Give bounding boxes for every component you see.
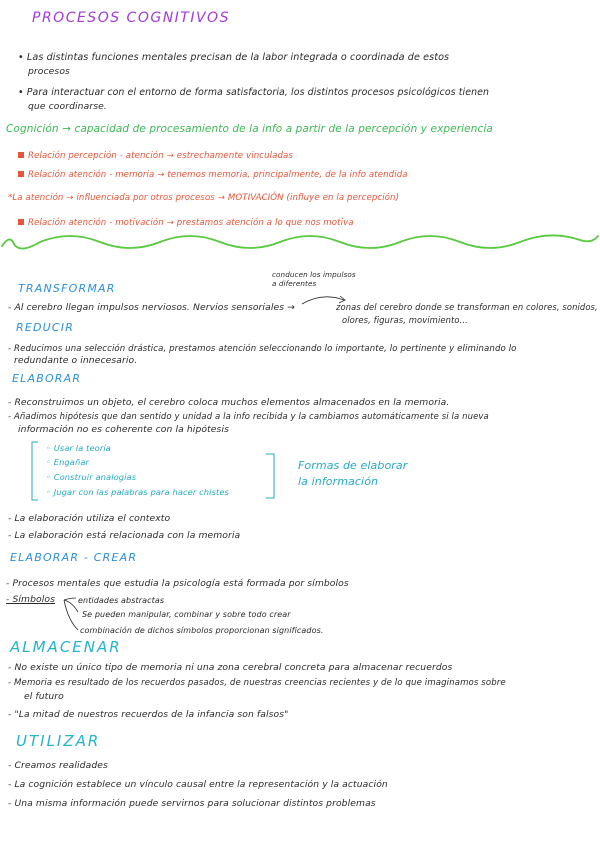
reducir-text-1: Reducimos una selección drástica, prestamos atención seleccionando lo importante, lo pertinente y eliminando lo [14, 344, 517, 354]
simbolos-branch-2: Se pueden manipular, combinar y sobre todo crear [82, 610, 291, 619]
cognicion-definition [6, 123, 493, 135]
bracket-label-2: la información [298, 475, 379, 488]
intro-1-line-1: Las distintas funciones mentales precisan de la labor integrada o coordinada de estos [26, 52, 450, 63]
elaborar-after-1 [8, 513, 170, 524]
circle-bullet-icon: ◦ [46, 487, 54, 497]
intro-2-line-2: que coordinarse. [28, 101, 107, 112]
dash: - [8, 662, 15, 673]
almacenar-text-1: No existe un único tipo de memoria ni una zona cerebral concreta para almacenar recuerdos [14, 662, 453, 673]
utilizar-line-3 [8, 798, 376, 809]
dash: - [8, 397, 15, 408]
relation-2-text: Relación atención - memoria → tenemos memoria, principalmente, de la info atendida [28, 170, 408, 180]
almacenar-text-2: Memoria es resultado de los recuerdos pasados, de nuestras creencias recientes y de lo que imaginamos sobre [14, 678, 506, 688]
relation-1-text: Relación percepción - atención → estrechamente vinculadas [28, 151, 293, 161]
transformar-annotation-top: conducen los impulsos [272, 270, 356, 279]
elaborar-text-1: Reconstruimos un objeto, el cerebro coloca muchos elementos almacenados en la memoria. [14, 397, 450, 408]
heading-transformar: TRANSFORMAR [18, 282, 116, 295]
transformar-line [8, 302, 295, 313]
heading-utilizar: UTILIZAR [16, 732, 101, 750]
bracket-item-1 [46, 443, 111, 453]
bracket-label-1: Formas de elaborar [298, 459, 408, 472]
dash: - [8, 530, 15, 541]
almacenar-line-1 [8, 662, 452, 673]
dash: - [8, 760, 15, 771]
relation-3 [8, 193, 399, 203]
square-bullet-icon [18, 219, 24, 225]
intro-1-line-2: procesos [28, 66, 70, 77]
elaborar-text-2: Añadimos hipótesis que dan sentido y unidad a la info recibida y la cambiamos automáticamente si la nueva [13, 412, 489, 422]
simbolos-branch-1: entidades abstractas [78, 596, 165, 605]
dash: - [8, 513, 15, 524]
relation-4-text: Relación atención - motivación → prestamos atención a lo que nos motiva [28, 218, 354, 228]
elaborar-after-1-text: La elaboración utiliza el contexto [14, 513, 171, 524]
transformar-continuation-2: olores, figuras, movimiento... [342, 315, 468, 325]
cognicion-text: capacidad de procesamiento de la info a partir de la percepción y experiencia [74, 123, 493, 135]
dash: - [6, 594, 13, 605]
bracket-item-3 [46, 472, 136, 482]
bracket-item-2 [46, 457, 89, 467]
wavy-divider [0, 228, 600, 258]
utilizar-line-1 [8, 760, 108, 771]
elaborar-line-3: información no es coherente con la hipótesis [18, 424, 229, 435]
asterisk-icon: * [8, 193, 13, 203]
bullet-dot: • [18, 87, 27, 98]
relation-1 [18, 151, 293, 161]
dash: - [8, 779, 15, 790]
almacenar-text-4: "La mitad de nuestros recuerdos de la infancia son falsos" [14, 709, 289, 720]
utilizar-text-2: La cognición establece un vínculo causal entre la representación y la actuación [14, 779, 388, 790]
heading-elaborar: ELABORAR [12, 372, 82, 385]
intro-bullet-2 [18, 87, 489, 98]
transformar-continuation: zonas del cerebro donde se transforman en colores, sonidos, [336, 302, 598, 312]
page-title: PROCESOS COGNITIVOS [32, 10, 230, 26]
almacenar-line-2 [8, 678, 506, 688]
intro-bullet-1 [18, 52, 449, 63]
reducir-line-1 [8, 344, 517, 354]
dash: - [8, 798, 15, 809]
circle-bullet-icon: ◦ [46, 457, 54, 467]
utilizar-text-1: Creamos realidades [14, 760, 108, 771]
relation-3-text: La atención → influenciada por otros procesos → MOTIVACIÓN (influye en la percepción) [12, 193, 400, 203]
utilizar-line-2 [8, 779, 388, 790]
bullet-dot: • [18, 52, 27, 63]
simbolos-text: Símbolos [12, 594, 55, 605]
square-bullet-icon [18, 152, 24, 158]
arrow-icon: → [284, 302, 295, 313]
intro-2-line-1: Para interactuar con el entorno de forma satisfactoria, los distintos procesos psicológicos tienen [26, 87, 490, 98]
simbolos-branch-3: combinación de dichos símbolos proporcionan significados. [80, 626, 324, 635]
bracket-item-4-text: Jugar con las palabras para hacer chistes [53, 487, 229, 497]
elaborar-crear-line [6, 578, 349, 589]
heading-reducir: REDUCIR [16, 321, 75, 334]
dash: - [6, 578, 13, 589]
bracket-item-3-text: Construir analogías [53, 472, 137, 482]
bracket-item-2-text: Engañar [53, 457, 90, 467]
dash: - [8, 344, 15, 354]
bracket-item-1-text: Usar la teoría [53, 443, 111, 453]
square-bullet-icon [18, 171, 24, 177]
dash: - [8, 302, 15, 313]
elaborar-after-2 [8, 530, 240, 541]
almacenar-line-3: el futuro [24, 691, 64, 702]
reducir-line-2: redundante o innecesario. [14, 355, 138, 366]
elaborar-line-2 [8, 412, 489, 422]
heading-elaborar-crear: ELABORAR - CREAR [10, 551, 138, 564]
elaborar-line-1 [8, 397, 449, 408]
arrow-icon: → [62, 123, 75, 135]
relation-4 [18, 218, 354, 228]
heading-almacenar: ALMACENAR [10, 638, 122, 656]
utilizar-text-3: Una misma información puede servirnos para solucionar distintos problemas [14, 798, 376, 809]
dash: - [8, 678, 15, 688]
circle-bullet-icon: ◦ [46, 443, 54, 453]
transformar-annotation-bottom: a diferentes [272, 279, 317, 288]
circle-bullet-icon: ◦ [46, 472, 54, 482]
dash: - [8, 709, 15, 720]
relation-2 [18, 170, 408, 180]
elaborar-after-2-text: La elaboración está relacionada con la memoria [14, 530, 241, 541]
transformar-text: Al cerebro llegan impulsos nerviosos. Nervios sensoriales [14, 302, 285, 313]
dash: - [8, 412, 14, 422]
cognicion-term: Cognición [6, 123, 59, 135]
bracket-item-4 [46, 487, 229, 497]
simbolos-label [6, 594, 55, 605]
almacenar-line-4 [8, 709, 288, 720]
elaborar-crear-text: Procesos mentales que estudia la psicología está formada por símbolos [12, 578, 349, 589]
